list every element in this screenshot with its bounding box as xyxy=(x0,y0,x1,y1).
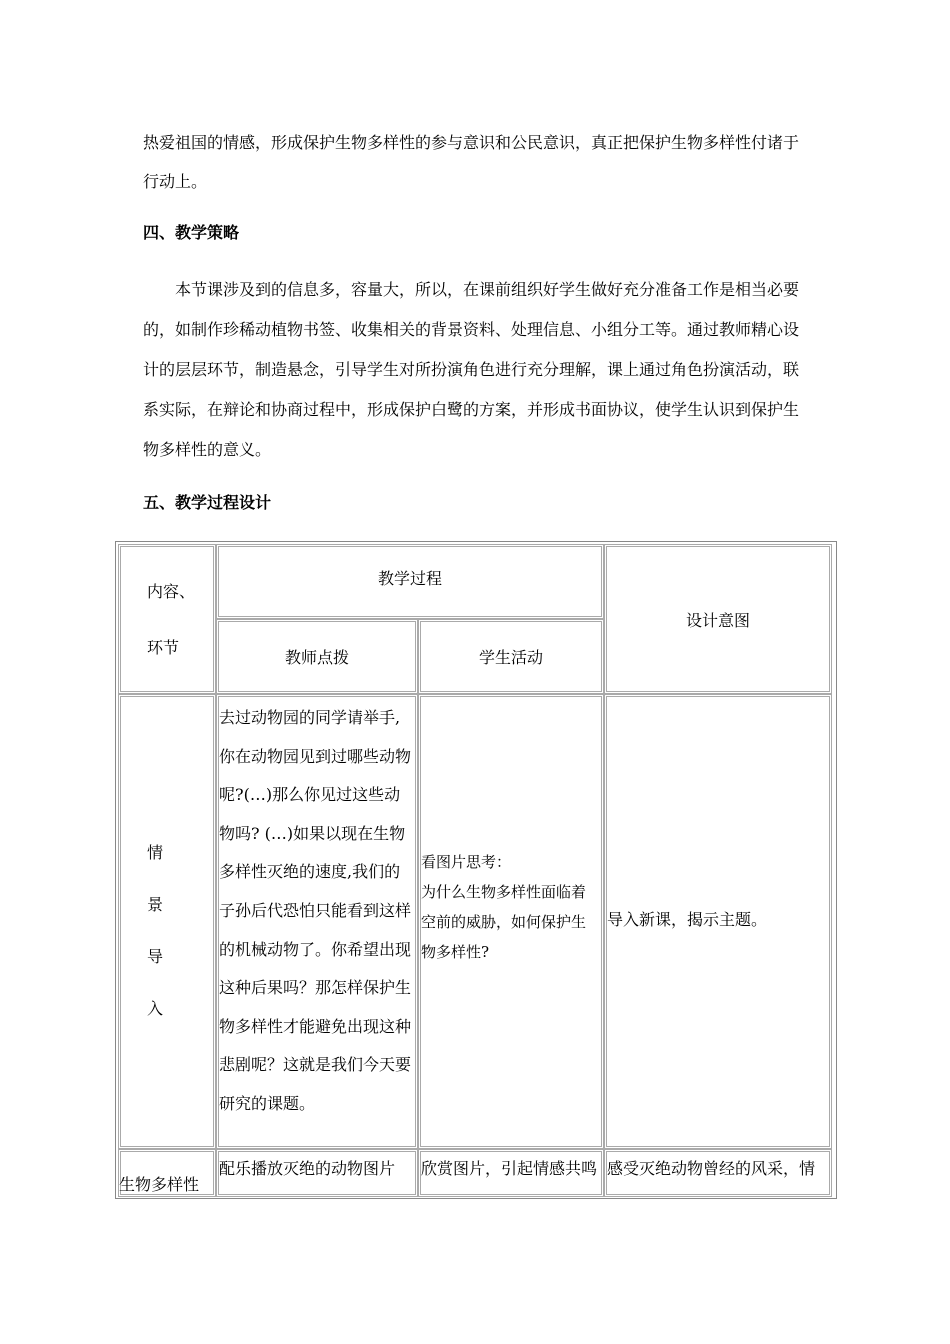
row2-student-cell xyxy=(418,1149,604,1197)
row1-teacher-line: 多样性灭绝的速度,我们的 xyxy=(219,862,401,882)
section4-body: 本节课涉及到的信息多，容量大，所以，在课前组织好学生做好充分准备工作是相当必要的，如制作珍稀动植物书签、收集相关的背景资料、处理信息、小组分工等。通过教师精心设计的层层环节，制造悬念，引导学生对所扮演角色进行充分理解，课上通过角色扮演活动，联系实际，在辩论和协商过程中，形成保护白鹭的方案，并形成书面协议，使学生认识到保护生物多样性的意义。 xyxy=(143,280,800,459)
row1-stage-char: 入 xyxy=(147,999,164,1018)
header-intent-label: 设计意图 xyxy=(685,610,750,630)
row2-stage-text: 生物多样性 xyxy=(119,1175,200,1194)
row1-student-line: 空前的威胁，如何保护生 xyxy=(421,913,587,931)
header-content-line2: 环节 xyxy=(147,638,180,657)
row1-teacher-line: 去过动物园的同学请举手, xyxy=(219,708,401,727)
header-student-label: 学生活动 xyxy=(478,648,543,667)
row1-stage-cell xyxy=(118,694,216,1149)
header-teacher-label: 教师点拨 xyxy=(284,648,349,667)
row1-teacher-cell xyxy=(216,694,418,1149)
row1-student-cell xyxy=(418,694,604,1149)
row1-stage-char: 导 xyxy=(147,947,164,966)
row1-teacher-line: 子孙后代恐怕只能看到这样 xyxy=(219,900,412,920)
section5-heading: 五、教学过程设计 xyxy=(143,493,272,512)
row2-intent-cell xyxy=(604,1149,832,1197)
header-process-cell xyxy=(216,544,604,619)
row1-teacher-line: 的机械动物了。你希望出现 xyxy=(219,939,412,959)
row1-teacher-line: 你在动物园见到过哪些动物 xyxy=(219,746,412,766)
row1-teacher-line: 物多样性才能避免出现这种 xyxy=(219,1016,412,1036)
row1-teacher-line: 物吗? (…)如果以现在生物 xyxy=(219,823,406,843)
row2-intent-text: 感受灭绝动物曾经的风采，情 xyxy=(607,1159,816,1178)
row2-student-text: 欣赏图片，引起情感共鸣 xyxy=(421,1159,598,1178)
row1-intent-cell xyxy=(604,694,832,1149)
header-student-cell xyxy=(418,619,604,694)
header-content-cell xyxy=(118,544,216,694)
row2-stage-cell xyxy=(118,1149,216,1197)
header-process-label: 教学过程 xyxy=(377,569,442,588)
header-teacher-cell xyxy=(216,619,418,694)
row1-teacher-line: 呢?(…)那么你见过这些动 xyxy=(219,785,401,805)
row1-teacher-line: 悲剧呢？这就是我们今天要 xyxy=(219,1055,412,1075)
header-content-line1: 内容、 xyxy=(147,582,196,601)
row1-teacher-line: 研究的课题。 xyxy=(219,1093,316,1113)
header-intent-cell xyxy=(604,544,832,694)
row1-teacher-line: 这种后果吗？那怎样保护生 xyxy=(219,978,412,998)
section4-heading: 四、教学策略 xyxy=(143,223,240,242)
row1-stage-char: 景 xyxy=(147,895,164,914)
row2-teacher-text: 配乐播放灭绝的动物图片 xyxy=(219,1159,396,1178)
row1-stage-char: 情 xyxy=(147,843,164,862)
teaching-process-table xyxy=(115,541,837,1199)
row1-student-line: 看图片思考： xyxy=(421,853,512,871)
row1-student-line: 物多样性? xyxy=(421,943,490,961)
row2-teacher-cell xyxy=(216,1149,418,1197)
row1-intent-text: 导入新课，揭示主题。 xyxy=(607,910,768,929)
row1-student-line: 为什么生物多样性面临着 xyxy=(421,883,587,901)
intro-paragraph: 热爱祖国的情感，形成保护生物多样性的参与意识和公民意识，真正把保护生物多样性付诸于行动上。 xyxy=(143,133,800,191)
